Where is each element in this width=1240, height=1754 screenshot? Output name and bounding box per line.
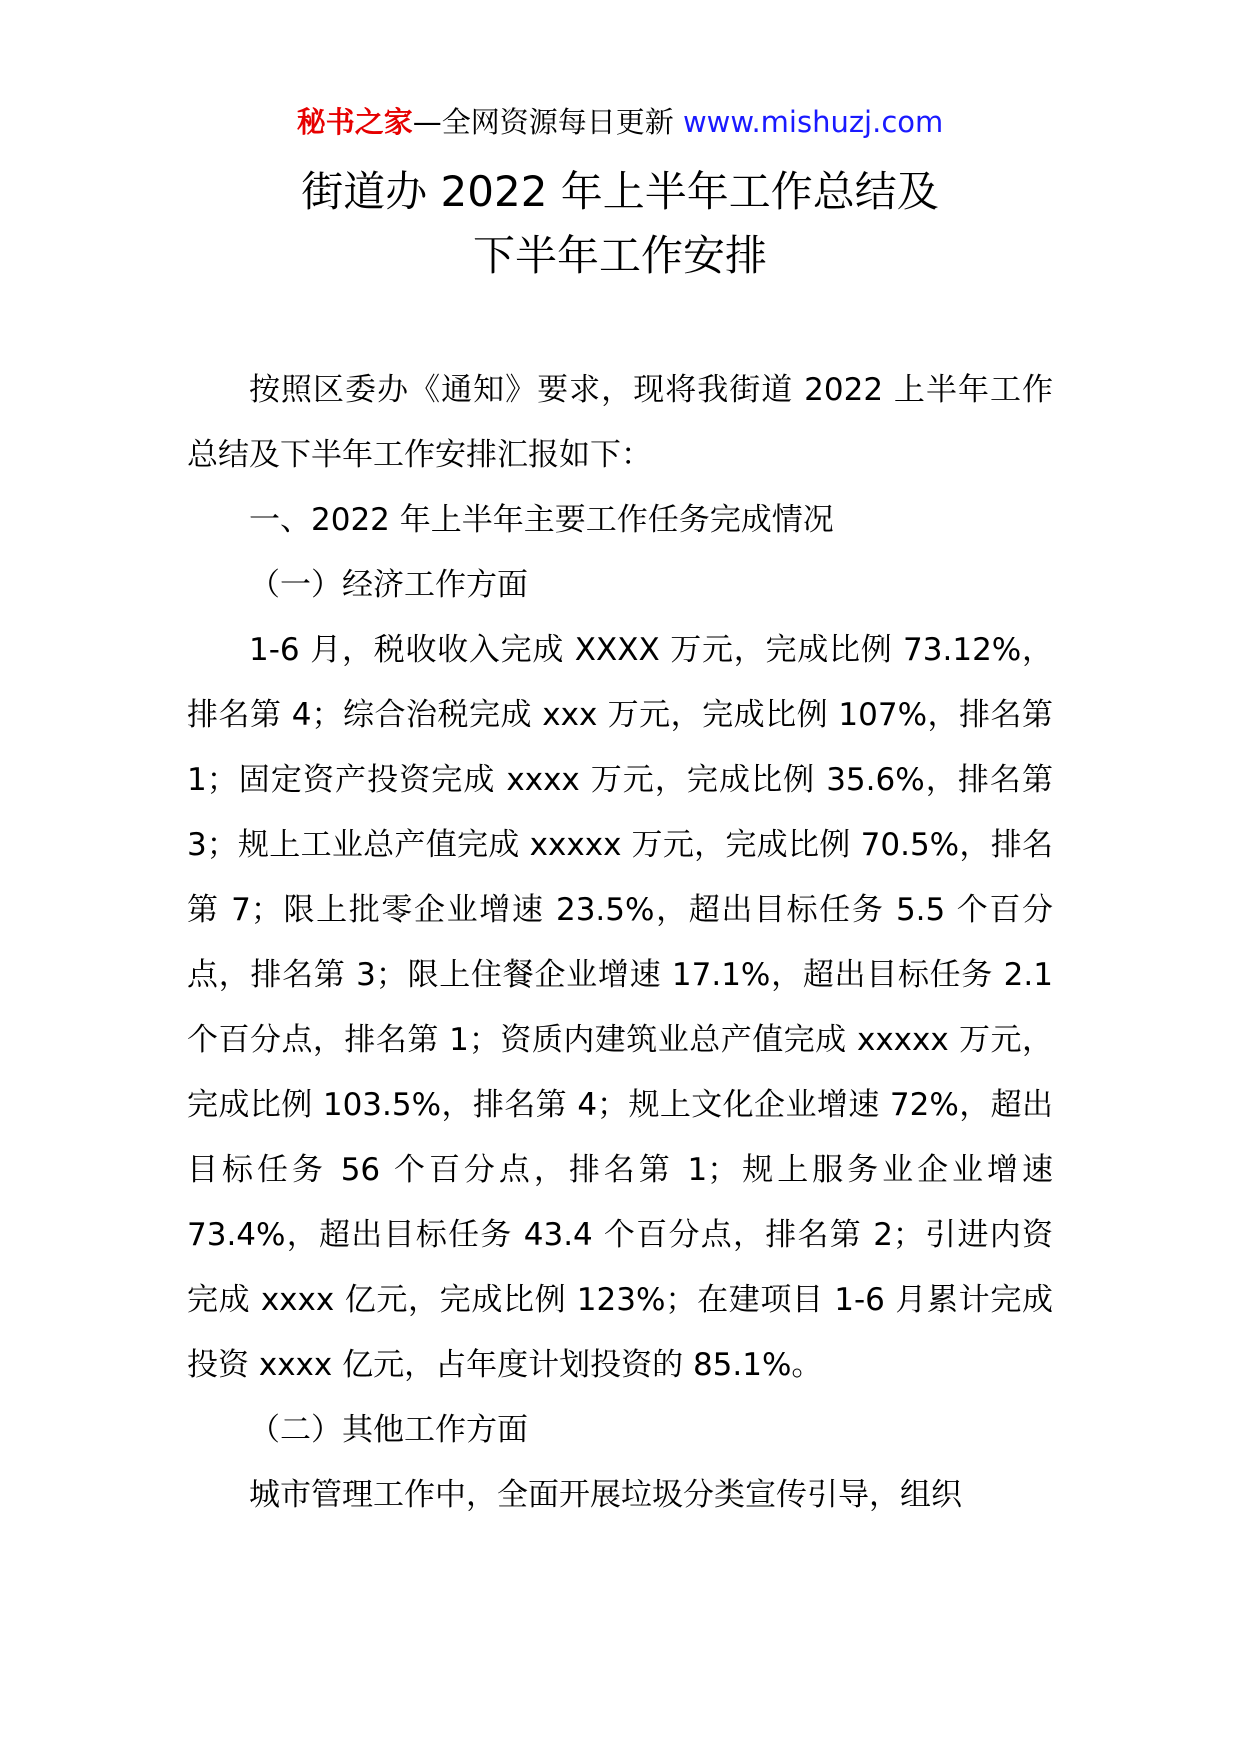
title-line-1: 街道办 2022 年上半年工作总结及 <box>301 167 939 216</box>
city-management-paragraph: 城市管理工作中，全面开展垃圾分类宣传引导，组织 <box>249 1477 962 1513</box>
site-url-link[interactable]: www.mishuzj.com <box>682 105 944 139</box>
header-tagline: —全网资源每日更新 <box>412 105 683 139</box>
title-line-2: 下半年工作安排 <box>472 231 767 280</box>
subsection-heading-economy: （一）经济工作方面 <box>249 567 528 603</box>
brand-name: 秘书之家 <box>296 105 413 139</box>
intro-paragraph: 按照区委办《通知》要求，现将我街道 2022 上半年工作总结及下半年工作安排汇报如下： <box>187 372 1053 473</box>
site-header <box>0 100 1240 144</box>
document-title <box>0 160 1240 288</box>
economy-paragraph: 1-6 月，税收收入完成 XXXX 万元，完成比例 73.12%，排名第 4；综合治税完成 xxx 万元，完成比例 107%，排名第 1；固定资产投资完成 xxxx 万元，完成比例 35.6%，排名第 3；规上工业总产值完成 xxxxx 万元，完成比例 70.5%，排名第 7；限上批零企业增速 23.5%，超出目标任务 5.5 个百分点，排名第 3；限上住餐企业增速 17.1%，超出目标任务 2.1 个百分点，排名第 1；资质内建筑业总产值完成 xxxxx 万元，完成比例 103.5%，排名第 4；规上文化企业增速 72%，超出目标任务 56 个百分点，排名第 1；规上服务业企业增速 73.4%，超出目标任务 43.4 个百分点，排名第 2；引进内资完成 xxxx 亿元，完成比例 123%；在建项目 1-6 月累计完成投资 xxxx 亿元，占年度计划投资的 85.1%。 <box>187 632 1053 1383</box>
section-heading-1: 一、2022 年上半年主要工作任务完成情况 <box>249 502 834 538</box>
document-body <box>187 358 1053 1528</box>
subsection-heading-other: （二）其他工作方面 <box>249 1412 528 1448</box>
